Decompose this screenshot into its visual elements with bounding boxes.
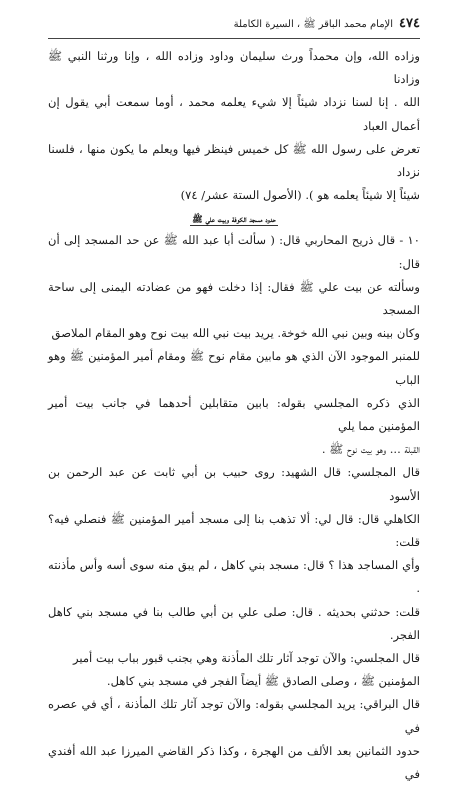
- paragraph-continuation: وزاده الله، وإن محمداً ورث سليمان وداود وزاده الله ، وإنا ورثنا النبي ﷺ وزادنا الله . إنا لسنا نزداد شيئاً إلا شيء يعلمه محمد ، أوما سمعت أبي يقول إن أعمال العباد تعرض على رسول الله ﷺ كل خميس فينظر فيها ويعلم ما يكون منها ، فلسنا نزداد شيئاً إلا شيئاً يعلمه هو ). (الأصول الستة عشر/ ٧٤): [48, 49, 420, 203]
- paragraph-majlisi-shahid: قال المجلسي: قال الشهيد: روى حبيب بن أبي ثابت عن عبد الرحمن بن الأسود الكاهلي قال: قال لي: ألا تذهب بنا إلى مسجد أمير المؤمنين ﷺ فنصلي فيه؟ قلت: وأي المساجد هذا ؟ قال: مسجد بني كاهل ، لم يبق منه سوى أسه وأس مأذنته . قلت: حدثني بحديثه . قال: صلى علي بن أبي طالب بنا في مسجد بني كاهل الفجر.: [48, 465, 420, 642]
- paragraph-hadith-10: ١٠ - قال ذريح المحاربي قال: ( سألت أبا عبد الله ﷺ عن حد المسجد إلى أن قال: وسألته عن بيت علي ﷺ فقال: إذا دخلت فهو من عضادته اليمنى إلى ساحة المسجد وكان بينه وبين نبي الله خوخة. يريد بيت نبي الله بيت نوح وهو المقام الملاصق للمنبر الموجود الآن الذي هو مابين مقام نوح ﷺ ومقام أمير المؤمنين ﷺ وهو الباب الذي ذكره المجلسي بقوله: بابين متقابلين أحدهما في جانب بيت أمير المؤمنين مما يلي القبلة ... وهو بيت نوح ﷺ .: [48, 233, 420, 457]
- paragraph-majlisi-minaret: قال المجلسي: والآن توجد آثار تلك المأذنة وهي بجنب قبور بباب بيت أمير المؤمنين ﷺ ، وصلى الصادق ﷺ أيضاً الفجر في مسجد بني كاهل.: [72, 651, 420, 689]
- section-heading-text: حدود مسجد الكوفة وبيت علي ﷺ: [192, 215, 276, 226]
- page-header: [48, 16, 420, 39]
- running-title: الإمام محمد الباقر ﷺ ، السيرة الكاملة: [233, 19, 394, 30]
- paragraph-baraqi: قال البراقي: يريد المجلسي بقوله: والآن توجد آثار تلك المأذنة ، أي في عصره في حدود الثمانين بعد الألف من الهجرة ، وكذا ذكر القاضي الميرزا عبد الله أفندي في: [48, 697, 420, 782]
- section-heading: [48, 213, 420, 227]
- page-number: ٤٧٤: [399, 16, 420, 31]
